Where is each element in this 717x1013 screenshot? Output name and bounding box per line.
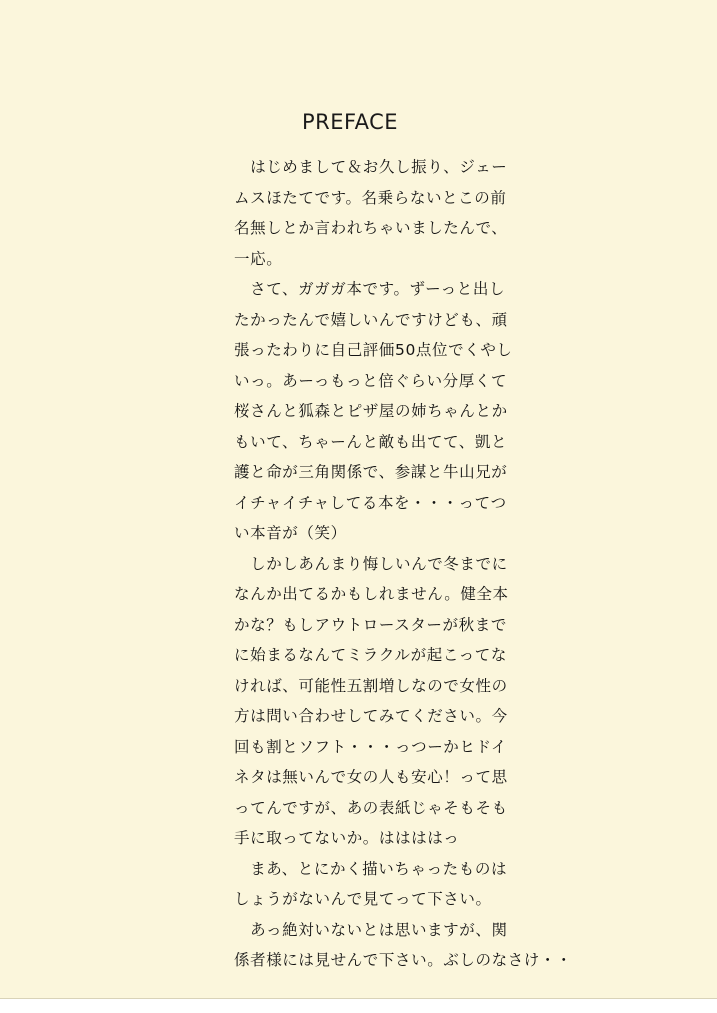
- text-line: しょうがないんで見てって下さい。: [234, 890, 492, 908]
- text-line: 手に取ってないか。ははははっ: [234, 829, 460, 847]
- text-line: イチャイチャしてる本を・・・ってつ: [234, 493, 507, 512]
- text-line: 係者様には見せんで下さい。ぶしのなさけ・・: [234, 951, 573, 969]
- text-line: まあ、とにかく描いちゃったものは: [234, 859, 508, 878]
- text-line: なんか出てるかもしれません。健全本: [234, 585, 509, 603]
- text-line: さて、ガガガ本です。ずーっと出し: [234, 280, 506, 298]
- page-title: PREFACE: [301, 110, 399, 134]
- text-line: あっ絶対いないとは思いますが、関: [234, 920, 508, 939]
- text-line: 回も割とソフト・・・っつーかヒドイ: [234, 737, 507, 756]
- text-line: ってんですが、あの表紙じゃそもそも: [234, 798, 508, 817]
- paper-edge: [0, 998, 717, 1013]
- preface-body: [234, 152, 573, 976]
- text-line: い本音が（笑）: [234, 524, 347, 542]
- text-line: もいて、ちゃーんと敵も出てて、凱と: [234, 432, 508, 451]
- text-line: いっ。あーっもっと倍ぐらい分厚くて: [234, 371, 508, 390]
- text-line: 方は問い合わせしてみてください。今: [234, 707, 508, 725]
- text-line: に始まるなんてミラクルが起こってな: [234, 646, 507, 664]
- text-line: はじめまして＆お久し振り、ジェー: [234, 158, 508, 176]
- text-line: しかしあんまり悔しいんで冬までに: [234, 554, 508, 573]
- text-line: 張ったわりに自己評価50点位でくやし: [234, 341, 513, 359]
- text-line: 一応。: [234, 249, 283, 268]
- text-line: ムスほたてです。名乗らないとこの前: [234, 188, 507, 207]
- text-line: ネタは無いんで女の人も安心！って思: [234, 768, 508, 786]
- text-line: たかったんで嬉しいんですけども、頑: [234, 310, 508, 329]
- text-line: 名無しとか言われちゃいましたんで、: [234, 219, 508, 237]
- text-line: ければ、可能性五割増しなので女性の: [234, 676, 508, 695]
- text-line: かな？もしアウトロースターが秋まで: [234, 615, 507, 634]
- text-line: 護と命が三角関係で、参謀と牛山兄が: [234, 463, 508, 481]
- text-line: 桜さんと狐森とピザ屋の姉ちゃんとか: [234, 402, 508, 420]
